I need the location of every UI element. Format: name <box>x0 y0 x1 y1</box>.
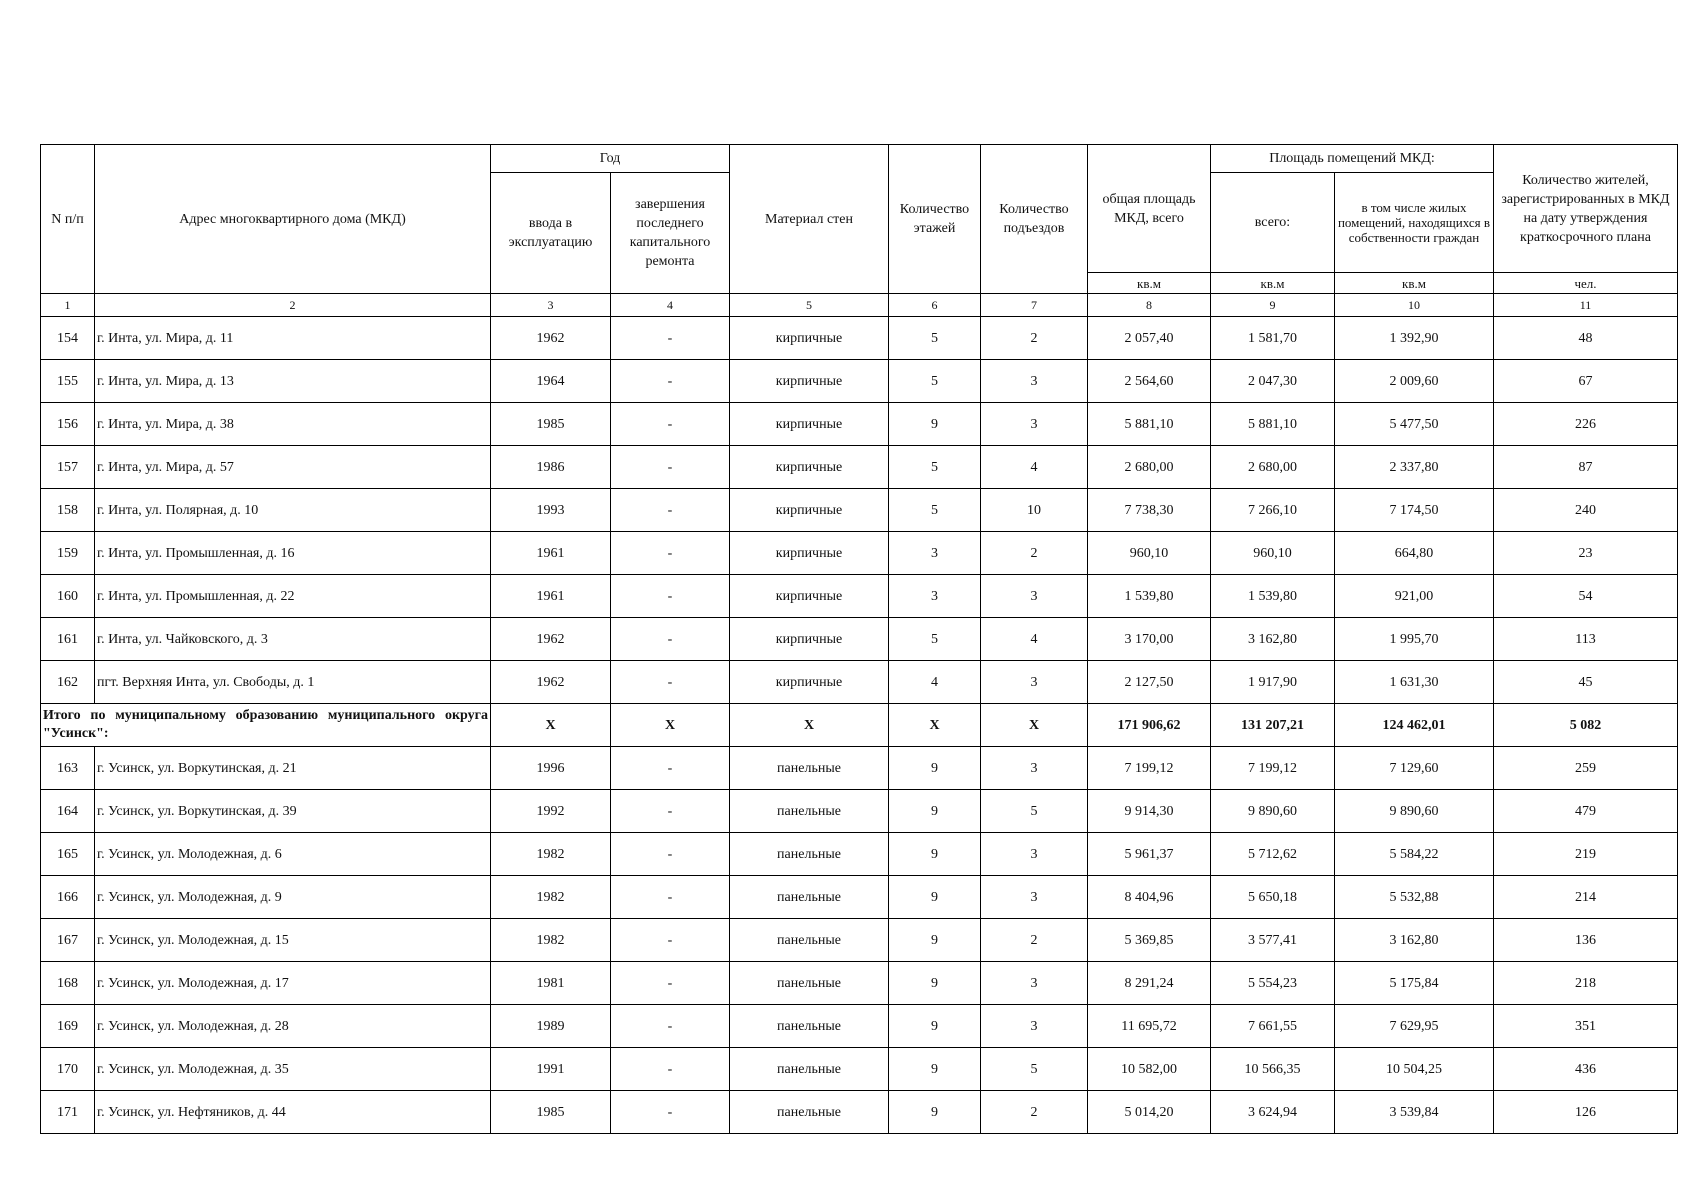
row-year-repair: - <box>611 618 730 661</box>
row-residents: 113 <box>1494 618 1678 661</box>
row-area-all: 3 577,41 <box>1211 919 1335 962</box>
row-year-repair: - <box>611 876 730 919</box>
row-floors: 9 <box>889 1005 981 1048</box>
row-entrances: 5 <box>981 1048 1088 1091</box>
row-year-commission: 1992 <box>491 790 611 833</box>
row-residents: 259 <box>1494 747 1678 790</box>
row-area-all: 7 199,12 <box>1211 747 1335 790</box>
row-total-area: 5 014,20 <box>1088 1091 1211 1134</box>
row-residents: 226 <box>1494 403 1678 446</box>
row-address: г. Усинск, ул. Молодежная, д. 17 <box>95 962 491 1005</box>
row-year-repair: - <box>611 1005 730 1048</box>
row-total-area: 2 057,40 <box>1088 317 1211 360</box>
row-year-commission: 1985 <box>491 403 611 446</box>
row-year-commission: 1982 <box>491 919 611 962</box>
row-address: г. Инта, ул. Мира, д. 11 <box>95 317 491 360</box>
column-number: 9 <box>1211 294 1335 317</box>
row-year-repair: - <box>611 919 730 962</box>
row-year-commission: 1961 <box>491 575 611 618</box>
row-area-private: 9 890,60 <box>1335 790 1494 833</box>
table-row <box>41 1091 1678 1134</box>
row-year-repair: - <box>611 1091 730 1134</box>
row-area-all: 5 881,10 <box>1211 403 1335 446</box>
row-material: кирпичные <box>730 317 889 360</box>
row-area-private: 2 337,80 <box>1335 446 1494 489</box>
row-entrances: 3 <box>981 747 1088 790</box>
row-area-all: 1 539,80 <box>1211 575 1335 618</box>
row-material: панельные <box>730 747 889 790</box>
row-area-all: 2 047,30 <box>1211 360 1335 403</box>
header-total-area: общая площадь МКД, всего <box>1088 145 1211 273</box>
row-area-private: 3 539,84 <box>1335 1091 1494 1134</box>
row-total-area: 1 539,80 <box>1088 575 1211 618</box>
row-material: кирпичные <box>730 446 889 489</box>
row-year-commission: 1964 <box>491 360 611 403</box>
row-material: кирпичные <box>730 661 889 704</box>
row-area-private: 5 477,50 <box>1335 403 1494 446</box>
row-material: панельные <box>730 1005 889 1048</box>
row-material: панельные <box>730 833 889 876</box>
row-area-all: 5 712,62 <box>1211 833 1335 876</box>
row-entrances: 3 <box>981 962 1088 1005</box>
row-floors: 9 <box>889 876 981 919</box>
row-residents: 479 <box>1494 790 1678 833</box>
row-total-area: 2 564,60 <box>1088 360 1211 403</box>
row-area-private: 664,80 <box>1335 532 1494 575</box>
header-address: Адрес многоквартирного дома (МКД) <box>95 145 491 294</box>
table-row <box>41 575 1678 618</box>
row-year-repair: - <box>611 489 730 532</box>
unit-area-all: кв.м <box>1211 273 1335 294</box>
row-entrances: 3 <box>981 833 1088 876</box>
row-address: г. Усинск, ул. Воркутинская, д. 39 <box>95 790 491 833</box>
row-address: г. Инта, ул. Мира, д. 38 <box>95 403 491 446</box>
row-floors: 4 <box>889 661 981 704</box>
table-row <box>41 446 1678 489</box>
header-year-group: Год <box>491 145 730 173</box>
row-floors: 9 <box>889 962 981 1005</box>
row-total-area: 960,10 <box>1088 532 1211 575</box>
row-number: 165 <box>41 833 95 876</box>
header-year-commission: ввода в эксплуатацию <box>491 173 611 294</box>
row-residents: 219 <box>1494 833 1678 876</box>
row-floors: 3 <box>889 532 981 575</box>
row-number: 159 <box>41 532 95 575</box>
row-residents: 87 <box>1494 446 1678 489</box>
row-area-all: 3 162,80 <box>1211 618 1335 661</box>
row-material: панельные <box>730 1048 889 1091</box>
row-residents: 218 <box>1494 962 1678 1005</box>
table-row <box>41 661 1678 704</box>
row-area-all: 2 680,00 <box>1211 446 1335 489</box>
total-year-repair: X <box>611 704 730 747</box>
column-number: 3 <box>491 294 611 317</box>
row-entrances: 2 <box>981 1091 1088 1134</box>
row-year-commission: 1981 <box>491 962 611 1005</box>
row-material: кирпичные <box>730 489 889 532</box>
row-year-commission: 1982 <box>491 876 611 919</box>
mkd-table <box>40 144 1678 1134</box>
row-year-commission: 1996 <box>491 747 611 790</box>
row-total-area: 7 738,30 <box>1088 489 1211 532</box>
row-year-repair: - <box>611 317 730 360</box>
row-area-all: 7 661,55 <box>1211 1005 1335 1048</box>
row-year-commission: 1962 <box>491 317 611 360</box>
row-total-area: 5 961,37 <box>1088 833 1211 876</box>
row-number: 169 <box>41 1005 95 1048</box>
row-number: 167 <box>41 919 95 962</box>
row-year-repair: - <box>611 962 730 1005</box>
row-number: 161 <box>41 618 95 661</box>
row-material: панельные <box>730 1091 889 1134</box>
column-number: 5 <box>730 294 889 317</box>
row-year-commission: 1982 <box>491 833 611 876</box>
row-year-repair: - <box>611 360 730 403</box>
row-residents: 351 <box>1494 1005 1678 1048</box>
row-number: 154 <box>41 317 95 360</box>
row-floors: 5 <box>889 317 981 360</box>
row-entrances: 2 <box>981 317 1088 360</box>
row-floors: 5 <box>889 446 981 489</box>
row-area-all: 3 624,94 <box>1211 1091 1335 1134</box>
row-year-repair: - <box>611 532 730 575</box>
row-floors: 9 <box>889 833 981 876</box>
row-entrances: 3 <box>981 575 1088 618</box>
row-total-area: 8 291,24 <box>1088 962 1211 1005</box>
row-floors: 9 <box>889 747 981 790</box>
row-material: панельные <box>730 919 889 962</box>
row-floors: 5 <box>889 360 981 403</box>
column-number: 6 <box>889 294 981 317</box>
row-entrances: 3 <box>981 360 1088 403</box>
row-entrances: 2 <box>981 919 1088 962</box>
total-floors: X <box>889 704 981 747</box>
row-area-private: 1 392,90 <box>1335 317 1494 360</box>
row-total-area: 10 582,00 <box>1088 1048 1211 1091</box>
row-area-all: 1 581,70 <box>1211 317 1335 360</box>
row-residents: 54 <box>1494 575 1678 618</box>
row-total-area: 5 369,85 <box>1088 919 1211 962</box>
row-year-commission: 1962 <box>491 618 611 661</box>
column-number-row <box>41 294 1678 317</box>
row-area-all: 9 890,60 <box>1211 790 1335 833</box>
row-number: 162 <box>41 661 95 704</box>
row-year-commission: 1961 <box>491 532 611 575</box>
table-row <box>41 919 1678 962</box>
total-label: Итого по муниципальному образованию муниципального округа "Усинск": <box>41 704 491 747</box>
row-number: 171 <box>41 1091 95 1134</box>
row-floors: 5 <box>889 618 981 661</box>
row-address: г. Инта, ул. Чайковского, д. 3 <box>95 618 491 661</box>
row-floors: 9 <box>889 403 981 446</box>
row-residents: 48 <box>1494 317 1678 360</box>
total-residents: 5 082 <box>1494 704 1678 747</box>
row-floors: 9 <box>889 1048 981 1091</box>
row-material: кирпичные <box>730 618 889 661</box>
header-area-all: всего: <box>1211 173 1335 273</box>
row-floors: 9 <box>889 1091 981 1134</box>
row-area-private: 7 129,60 <box>1335 747 1494 790</box>
row-address: г. Усинск, ул. Молодежная, д. 35 <box>95 1048 491 1091</box>
unit-total-area: кв.м <box>1088 273 1211 294</box>
row-year-repair: - <box>611 1048 730 1091</box>
row-residents: 214 <box>1494 876 1678 919</box>
row-number: 164 <box>41 790 95 833</box>
row-total-area: 11 695,72 <box>1088 1005 1211 1048</box>
row-area-private: 1 631,30 <box>1335 661 1494 704</box>
column-number: 8 <box>1088 294 1211 317</box>
column-number: 1 <box>41 294 95 317</box>
row-year-repair: - <box>611 790 730 833</box>
row-entrances: 10 <box>981 489 1088 532</box>
row-floors: 3 <box>889 575 981 618</box>
row-area-private: 5 584,22 <box>1335 833 1494 876</box>
table-row <box>41 1048 1678 1091</box>
row-area-private: 921,00 <box>1335 575 1494 618</box>
header-floors: Количество этажей <box>889 145 981 294</box>
row-number: 160 <box>41 575 95 618</box>
row-total-area: 3 170,00 <box>1088 618 1211 661</box>
row-year-commission: 1993 <box>491 489 611 532</box>
header-residents: Количество жителей, зарегистрированных в МКД на дату утверждения краткосрочного плана <box>1494 145 1678 273</box>
row-year-repair: - <box>611 446 730 489</box>
row-entrances: 5 <box>981 790 1088 833</box>
row-number: 166 <box>41 876 95 919</box>
header-np: N п/п <box>41 145 95 294</box>
row-floors: 9 <box>889 919 981 962</box>
row-number: 170 <box>41 1048 95 1091</box>
row-number: 157 <box>41 446 95 489</box>
row-material: кирпичные <box>730 360 889 403</box>
row-area-private: 3 162,80 <box>1335 919 1494 962</box>
row-entrances: 4 <box>981 618 1088 661</box>
row-address: г. Инта, ул. Промышленная, д. 22 <box>95 575 491 618</box>
row-year-repair: - <box>611 833 730 876</box>
column-number: 11 <box>1494 294 1678 317</box>
row-area-all: 10 566,35 <box>1211 1048 1335 1091</box>
row-floors: 9 <box>889 790 981 833</box>
row-entrances: 3 <box>981 661 1088 704</box>
row-number: 156 <box>41 403 95 446</box>
header-year-repair: завершения последнего капитального ремонта <box>611 173 730 294</box>
row-total-area: 9 914,30 <box>1088 790 1211 833</box>
total-material: X <box>730 704 889 747</box>
row-year-commission: 1985 <box>491 1091 611 1134</box>
row-address: г. Инта, ул. Мира, д. 13 <box>95 360 491 403</box>
header-entrances: Количество подъездов <box>981 145 1088 294</box>
row-number: 158 <box>41 489 95 532</box>
table-row <box>41 876 1678 919</box>
row-year-commission: 1986 <box>491 446 611 489</box>
header-area-private: в том числе жилых помещений, находящихся в собственности граждан <box>1335 173 1494 273</box>
row-area-private: 7 629,95 <box>1335 1005 1494 1048</box>
total-area-all: 131 207,21 <box>1211 704 1335 747</box>
row-area-all: 7 266,10 <box>1211 489 1335 532</box>
row-entrances: 3 <box>981 1005 1088 1048</box>
row-entrances: 3 <box>981 403 1088 446</box>
column-number: 4 <box>611 294 730 317</box>
row-year-commission: 1962 <box>491 661 611 704</box>
row-area-private: 5 175,84 <box>1335 962 1494 1005</box>
row-residents: 67 <box>1494 360 1678 403</box>
header-material: Материал стен <box>730 145 889 294</box>
unit-residents: чел. <box>1494 273 1678 294</box>
row-year-commission: 1991 <box>491 1048 611 1091</box>
column-number: 2 <box>95 294 491 317</box>
table-row <box>41 317 1678 360</box>
row-address: г. Усинск, ул. Воркутинская, д. 21 <box>95 747 491 790</box>
table-row <box>41 1005 1678 1048</box>
table-row <box>41 360 1678 403</box>
row-residents: 240 <box>1494 489 1678 532</box>
row-address: пгт. Верхняя Инта, ул. Свободы, д. 1 <box>95 661 491 704</box>
table-row <box>41 962 1678 1005</box>
row-area-all: 960,10 <box>1211 532 1335 575</box>
row-number: 168 <box>41 962 95 1005</box>
total-year-commission: X <box>491 704 611 747</box>
row-residents: 45 <box>1494 661 1678 704</box>
row-address: г. Инта, ул. Мира, д. 57 <box>95 446 491 489</box>
row-material: панельные <box>730 876 889 919</box>
row-residents: 23 <box>1494 532 1678 575</box>
row-material: кирпичные <box>730 575 889 618</box>
row-material: панельные <box>730 790 889 833</box>
total-entrances: X <box>981 704 1088 747</box>
row-address: г. Инта, ул. Промышленная, д. 16 <box>95 532 491 575</box>
column-number: 7 <box>981 294 1088 317</box>
total-row <box>41 704 1678 747</box>
row-entrances: 2 <box>981 532 1088 575</box>
total-area: 171 906,62 <box>1088 704 1211 747</box>
row-number: 155 <box>41 360 95 403</box>
row-residents: 126 <box>1494 1091 1678 1134</box>
row-residents: 436 <box>1494 1048 1678 1091</box>
row-entrances: 3 <box>981 876 1088 919</box>
row-material: кирпичные <box>730 403 889 446</box>
row-material: кирпичные <box>730 532 889 575</box>
row-year-repair: - <box>611 575 730 618</box>
table-row <box>41 747 1678 790</box>
table-row <box>41 790 1678 833</box>
header-area-group: Площадь помещений МКД: <box>1211 145 1494 173</box>
table-row <box>41 532 1678 575</box>
table-row <box>41 489 1678 532</box>
row-total-area: 5 881,10 <box>1088 403 1211 446</box>
row-year-repair: - <box>611 747 730 790</box>
row-area-all: 5 650,18 <box>1211 876 1335 919</box>
row-address: г. Усинск, ул. Молодежная, д. 6 <box>95 833 491 876</box>
row-floors: 5 <box>889 489 981 532</box>
table-row <box>41 833 1678 876</box>
row-entrances: 4 <box>981 446 1088 489</box>
row-material: панельные <box>730 962 889 1005</box>
row-address: г. Инта, ул. Полярная, д. 10 <box>95 489 491 532</box>
housing-register-sheet <box>40 144 1677 1134</box>
row-total-area: 8 404,96 <box>1088 876 1211 919</box>
row-year-commission: 1989 <box>491 1005 611 1048</box>
row-address: г. Усинск, ул. Молодежная, д. 15 <box>95 919 491 962</box>
table-row <box>41 618 1678 661</box>
row-area-private: 7 174,50 <box>1335 489 1494 532</box>
row-year-repair: - <box>611 661 730 704</box>
unit-area-private: кв.м <box>1335 273 1494 294</box>
row-address: г. Усинск, ул. Молодежная, д. 28 <box>95 1005 491 1048</box>
row-area-private: 10 504,25 <box>1335 1048 1494 1091</box>
row-total-area: 2 127,50 <box>1088 661 1211 704</box>
column-number: 10 <box>1335 294 1494 317</box>
row-residents: 136 <box>1494 919 1678 962</box>
table-row <box>41 403 1678 446</box>
row-area-all: 5 554,23 <box>1211 962 1335 1005</box>
row-number: 163 <box>41 747 95 790</box>
row-total-area: 7 199,12 <box>1088 747 1211 790</box>
row-area-private: 1 995,70 <box>1335 618 1494 661</box>
row-area-all: 1 917,90 <box>1211 661 1335 704</box>
row-year-repair: - <box>611 403 730 446</box>
row-area-private: 5 532,88 <box>1335 876 1494 919</box>
total-area-private: 124 462,01 <box>1335 704 1494 747</box>
row-total-area: 2 680,00 <box>1088 446 1211 489</box>
row-address: г. Усинск, ул. Нефтяников, д. 44 <box>95 1091 491 1134</box>
row-address: г. Усинск, ул. Молодежная, д. 9 <box>95 876 491 919</box>
row-area-private: 2 009,60 <box>1335 360 1494 403</box>
